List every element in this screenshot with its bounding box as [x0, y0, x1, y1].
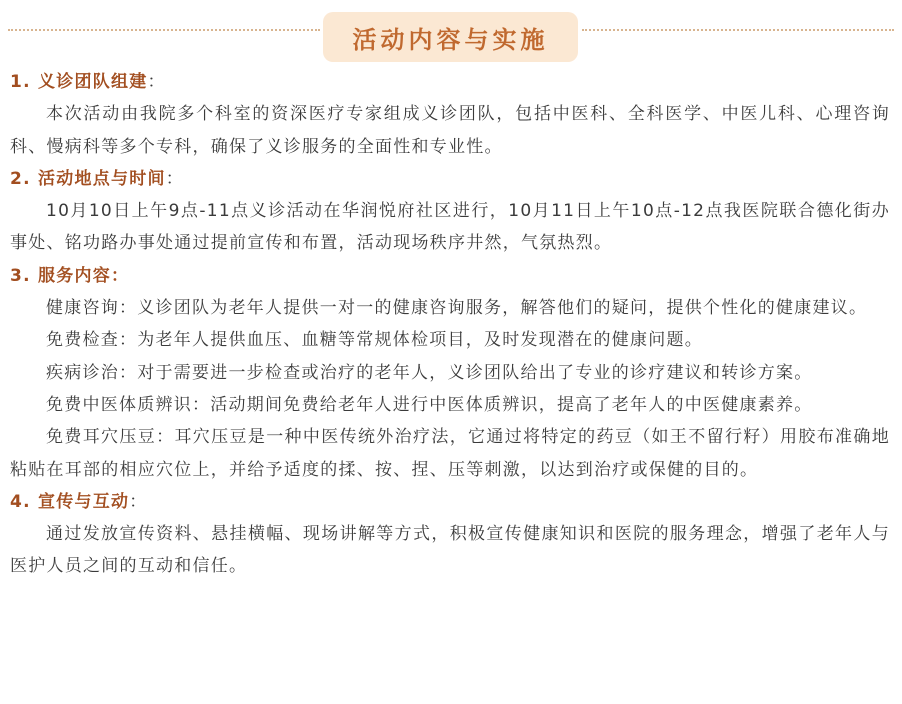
paragraph-promotion: 通过发放宣传资料、悬挂横幅、现场讲解等方式，积极宣传健康知识和医院的服务理念，增强了老年人与医护人员之间的互动和信任。 [10, 524, 890, 577]
article-body [10, 66, 890, 583]
section-title-badge [323, 12, 578, 62]
paragraph-ear-acupressure: 免费耳穴压豆：耳穴压豆是一种中医传统外治疗法，它通过将特定的药豆（如王不留行籽）用胶布准确地粘贴在耳部的相应穴位上，并给予适度的揉、按、捏、压等刺激，以达到治疗或保健的目的。 [10, 427, 890, 480]
paragraph-free-checkup: 免费检查：为老年人提供血压、血糖等常规体检项目，及时发现潜在的健康问题。 [46, 330, 703, 351]
paragraph-team: 本次活动由我院多个科室的资深医疗专家组成义诊团队，包括中医科、全科医学、中医儿科、心理咨询科、慢病科等多个专科，确保了义诊服务的全面性和专业性。 [10, 104, 890, 157]
section-header [0, 0, 902, 66]
paragraph-diagnosis: 疾病诊治：对于需要进一步检查或治疗的老年人，义诊团队给出了专业的诊疗建议和转诊方案。 [46, 362, 813, 383]
paragraph-location-time: 10月10日上午9点-11点义诊活动在华润悦府社区进行，10月11日上午10点-12点我医院联合德化街办事处、铭功路办事处通过提前宣传和布置，活动现场秩序井然，气氛热烈。 [10, 201, 890, 254]
dotted-rule-left [8, 29, 320, 31]
section-title: 活动内容与实施 [352, 25, 549, 54]
section-heading-team: 1. 义诊团队组建： [10, 72, 166, 92]
section-heading-services: 3. 服务内容： [10, 265, 130, 286]
paragraph-tcm-constitution: 免费中医体质辨识：活动期间免费给老年人进行中医体质辨识，提高了老年人的中医健康素养。 [46, 394, 813, 415]
section-heading-promotion: 4. 宣传与互动： [10, 491, 148, 512]
dotted-rule-right [582, 29, 894, 31]
paragraph-health-consultation: 健康咨询：义诊团队为老年人提供一对一的健康咨询服务，解答他们的疑问，提供个性化的健康建议。 [46, 298, 868, 319]
section-heading-location-time: 2. 活动地点与时间： [10, 168, 184, 189]
